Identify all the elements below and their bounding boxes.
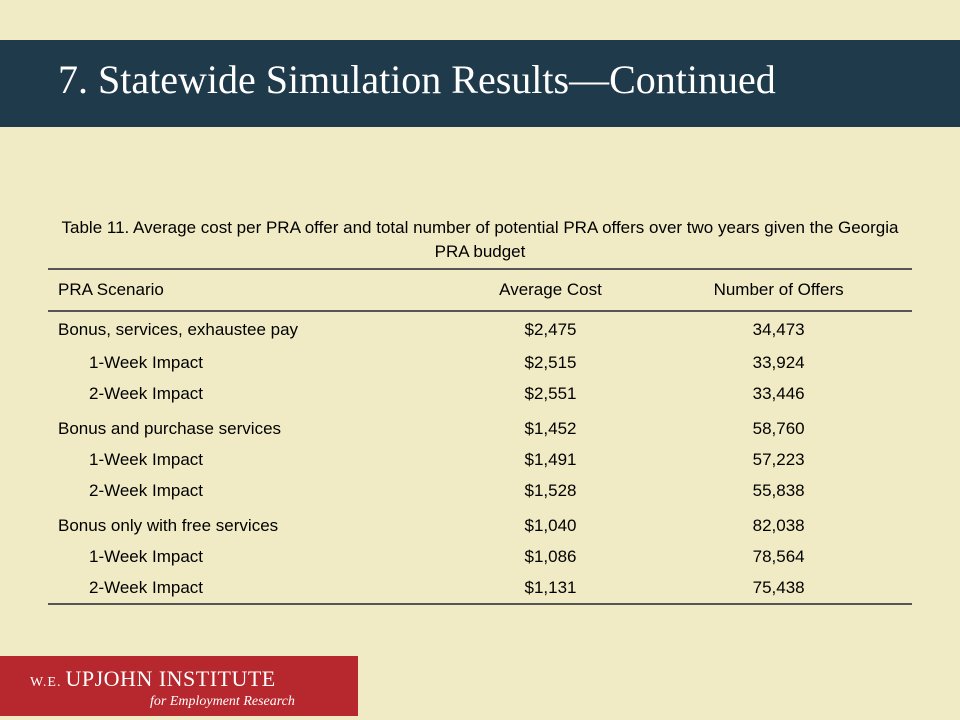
logo-name: UPJOHN INSTITUTE: [65, 666, 276, 691]
scenario-cell: 1-Week Impact: [89, 352, 204, 372]
upjohn-institute-logo: [0, 656, 358, 716]
offers-cell: 75,438: [645, 572, 912, 604]
cost-cell: $2,551: [524, 383, 577, 403]
results-table-container: [48, 268, 912, 605]
logo-prefix: W.E.: [30, 675, 62, 690]
offers-cell: 58,760: [752, 418, 805, 438]
offers-cell: 82,038: [752, 515, 805, 535]
scenario-cell: 2-Week Impact: [89, 383, 204, 403]
scenario-cell: Bonus and purchase services: [58, 418, 282, 438]
cost-cell: $1,452: [524, 418, 577, 438]
table-row: [48, 378, 912, 409]
scenario-cell: 2-Week Impact: [89, 480, 204, 500]
cost-cell: $1,131: [456, 572, 645, 604]
table-row: [48, 409, 912, 444]
cost-cell: $1,040: [524, 515, 577, 535]
offers-cell: 55,838: [752, 480, 805, 500]
logo-wordmark: [30, 666, 276, 692]
offers-cell: 33,446: [752, 383, 805, 403]
header-number-of-offers: Number of Offers: [645, 269, 912, 311]
offers-cell: 33,924: [752, 352, 805, 372]
header-scenario: PRA Scenario: [48, 269, 456, 311]
table-row: [48, 475, 912, 506]
scenario-cell: 1-Week Impact: [89, 546, 204, 566]
table-row: [48, 572, 912, 604]
cost-cell: $1,528: [524, 480, 577, 500]
table-row: [48, 311, 912, 347]
slide-title: 7. Statewide Simulation Results—Continued: [58, 57, 776, 102]
table-row: [48, 541, 912, 572]
scenario-cell: Bonus, services, exhaustee pay: [58, 319, 299, 339]
cost-cell: $2,475: [524, 319, 577, 339]
table-caption: Table 11. Average cost per PRA offer and total number of potential PRA offers over two years given the Georgia PRA budget: [61, 218, 899, 261]
results-table: [48, 268, 912, 605]
table-row: [48, 347, 912, 378]
offers-cell: 57,223: [752, 449, 805, 469]
cost-cell: $1,491: [524, 449, 577, 469]
scenario-cell: 1-Week Impact: [89, 449, 204, 469]
table-row: [48, 444, 912, 475]
table-header-row: [48, 269, 912, 311]
offers-cell: 34,473: [752, 319, 805, 339]
table-row: [48, 506, 912, 541]
cost-cell: $1,086: [524, 546, 577, 566]
scenario-cell: Bonus only with free services: [58, 515, 279, 535]
cost-cell: $2,515: [524, 352, 577, 372]
header-average-cost: Average Cost: [456, 269, 645, 311]
logo-tagline: for Employment Research: [150, 694, 295, 709]
scenario-cell: 2-Week Impact: [48, 572, 456, 604]
offers-cell: 78,564: [752, 546, 805, 566]
